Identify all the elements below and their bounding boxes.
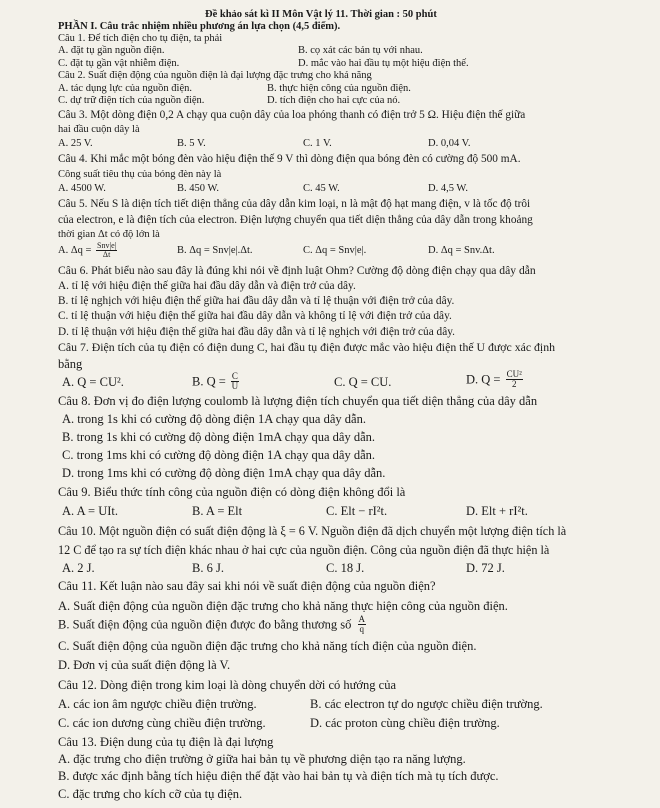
question-8-stem: Câu 8. Đơn vị đo điện lượng coulomb là lượng điện tích chuyển qua tiết diện thẳng của dây dẫn	[58, 393, 538, 408]
q2-option-c: C. dự trữ điện tích của nguồn điện.	[58, 95, 205, 107]
q7-d-prefix: D. Q =	[466, 371, 501, 386]
question-4-stem: Câu 4. Khi mắc một bóng đèn vào hiệu điện thế 9 V thì dòng điện qua bóng đèn có cường độ 500 mA.	[58, 152, 521, 165]
question-9-stem: Câu 9. Biểu thức tính công của nguồn điện có dòng điện không đổi là	[58, 485, 406, 500]
q4-option-d: D. 4,5 W.	[428, 183, 468, 195]
question-4-stem-cont: Công suất tiêu thụ của bóng đèn này là	[58, 168, 222, 180]
q11-option-b	[58, 615, 366, 634]
q1-option-b: B. cọ xát các bản tụ với nhau.	[298, 45, 423, 57]
q6-option-b: B. tỉ lệ nghịch với hiệu điện thế giữa hai đầu dây dẫn và tỉ lệ thuận với điện trở của dây.	[58, 295, 455, 307]
q7-b-fraction	[231, 372, 239, 391]
q1-option-a: A. đặt tụ gần nguồn điện.	[58, 45, 165, 57]
q8-option-a: A. trong 1s khi có cường độ dòng điện 1A chạy qua dây dẫn.	[62, 411, 366, 426]
question-13-stem: Câu 13. Điện dung của tụ điện là đại lượng	[58, 734, 274, 749]
q11-option-a: A. Suất điện động của nguồn điện đặc trưng cho khả năng thực hiện công của nguồn điện.	[58, 599, 508, 614]
q12-option-c: C. các ion dương cùng chiều điện trường.	[58, 715, 266, 730]
q5-a-fraction	[96, 242, 117, 259]
q1-option-c: C. đặt tụ gần vật nhiễm điện.	[58, 57, 180, 69]
q8-option-b: B. trong 1s khi có cường độ dòng điện 1mA chạy qua dây dẫn.	[62, 429, 375, 444]
q7-b-prefix: B. Q =	[192, 373, 226, 388]
q3-option-b: B. 5 V.	[177, 138, 206, 150]
q5-a-numerator: Snv|e|	[97, 241, 117, 251]
q7-option-a: A. Q = CU².	[62, 375, 124, 390]
q13-option-c: C. đặc trưng cho kích cỡ của tụ điện.	[58, 786, 243, 801]
question-3-stem: Câu 3. Một dòng điện 0,2 A chạy qua cuộn dây của loa phóng thanh có điện trở 5 Ω. Hiệu điện thế giữa	[58, 108, 526, 121]
question-3-stem-cont: hai đầu cuộn dây là	[58, 123, 140, 135]
q8-option-d: D. trong 1ms khi có cường độ dòng điện 1mA chạy qua dây dẫn.	[62, 466, 386, 481]
question-11-stem: Câu 11. Kết luận nào sau đây sai khi nói về suất điện động của nguồn điện?	[58, 579, 436, 593]
q12-option-b: B. các electron tự do ngược chiều điện trường.	[310, 696, 543, 711]
q11-option-d: D. Đơn vị của suất điện động là V.	[58, 658, 231, 673]
q8-option-c: C. trong 1ms khi có cường độ dòng điện 1A chạy qua dây dẫn.	[62, 448, 375, 462]
question-10-stem: Câu 10. Một nguồn điện có suất điện động là ξ = 6 V. Nguồn điện đã dịch chuyển một lượng điện tích là	[58, 523, 567, 538]
q2-option-d: D. tích điện cho hai cực của nó.	[267, 95, 401, 107]
q2-option-b: B. thực hiện công của nguồn điện.	[267, 82, 411, 94]
q7-option-b	[192, 372, 239, 391]
exam-title: Đề khảo sát kì II Môn Vật lý 11. Thời gian : 50 phút	[205, 9, 437, 20]
q12-option-a: A. các ion âm ngược chiều điện trường.	[58, 696, 257, 711]
q6-option-d: D. tỉ lệ thuận với hiệu điện thế giữa hai đầu dây dẫn và tỉ lệ nghịch với điện trở của dây.	[58, 325, 455, 338]
question-12-stem: Câu 12. Dòng điện trong kim loại là dòng chuyển dời có hướng của	[58, 677, 396, 692]
q5-option-b: B. Δq = Snv|e|.Δt.	[177, 245, 253, 257]
question-2-stem: Câu 2. Suất điện động của nguồn điện là đại lượng đặc trưng cho khả năng	[58, 70, 372, 82]
q4-option-c: C. 45 W.	[303, 183, 340, 195]
q9-option-d: D. Elt + rI²t.	[466, 504, 528, 519]
q9-option-b: B. A = Elt	[192, 504, 243, 519]
q7-b-denominator: U	[231, 380, 239, 391]
q9-option-a: A. A = UIt.	[62, 504, 119, 519]
question-5-stem: Câu 5. Nếu S là diện tích tiết diện thẳng của dây dẫn kim loại, n là mật độ hạt mang điện, v là tốc độ trôi	[58, 198, 531, 211]
q7-option-c: C. Q = CU.	[334, 375, 392, 390]
question-1-stem: Câu 1. Để tích điện cho tụ điện, ta phải	[58, 32, 223, 44]
q11-b-prefix: B. Suất điện động của nguồn điện được đo bằng thương số	[58, 617, 352, 632]
q7-b-numerator: C	[231, 370, 238, 381]
part-heading: PHẦN I. Câu trắc nhiệm nhiều phương án lựa chọn (4,5 điểm).	[58, 21, 341, 33]
q7-d-numerator: CU²	[506, 368, 522, 379]
q11-b-numerator: A	[358, 614, 366, 625]
q9-option-c: C. Elt − rI²t.	[326, 504, 388, 519]
q11-b-denominator: q	[359, 624, 365, 635]
question-5-stem-cont-2: thời gian Δt có độ lớn là	[58, 229, 160, 240]
q6-option-c: C. tỉ lệ thuận với hiệu điện thế giữa hai đầu dây dẫn và không tỉ lệ với điện trở của dây.	[58, 310, 452, 323]
q11-option-c: C. Suất điện động của nguồn điện đặc trưng cho khả năng tích điện của nguồn điện.	[58, 639, 477, 654]
q12-option-d: D. các proton cùng chiều điện trường.	[310, 715, 500, 730]
q1-option-d: D. mắc vào hai đầu tụ một hiệu điện thế.	[298, 57, 469, 69]
question-5-stem-cont: của electron, e là điện tích của electron. Điện lượng chuyển qua tiết diện thẳng của dây dẫn trong khoảng	[58, 213, 533, 226]
q11-b-fraction	[358, 615, 367, 634]
q10-option-a: A. 2 J.	[62, 560, 95, 575]
q6-option-a: A. tỉ lệ với hiệu điện thế giữa hai đầu dây dẫn và điện trở của dây.	[58, 279, 356, 292]
question-10-stem-cont: 12 C để tạo ra sự tích điện khác nhau ở hai cực của nguồn điện. Công của nguồn điện đã thực hiện là	[58, 542, 550, 557]
question-7-stem-cont: bằng	[58, 357, 83, 372]
q5-option-a	[58, 242, 117, 259]
q10-option-d: D. 72 J.	[466, 560, 505, 575]
q3-option-a: A. 25 V.	[58, 138, 93, 150]
question-6-stem: Câu 6. Phát biểu nào sau đây là đúng khi nói về định luật Ohm? Cường độ dòng điện chạy qua dây dẫn	[58, 264, 536, 278]
q13-option-b: B. được xác định bằng tích hiệu điện thế đặt vào hai bản tụ và điện tích mà tụ tích được.	[58, 769, 499, 784]
q7-d-fraction	[506, 370, 523, 389]
q5-option-c: C. Δq = Snv|e|.	[303, 245, 367, 257]
q3-option-d: D. 0,04 V.	[428, 138, 471, 150]
q7-d-denominator: 2	[511, 378, 517, 389]
q10-option-c: C. 18 J.	[326, 560, 365, 575]
q13-option-a: A. đặc trưng cho điện trường ở giữa hai bản tụ về phương diện tạo ra năng lượng.	[58, 752, 466, 767]
q4-option-a: A. 4500 W.	[58, 183, 106, 195]
q7-option-d	[466, 370, 523, 389]
q2-option-a: A. tác dụng lực của nguồn điện.	[58, 82, 192, 94]
q3-option-c: C. 1 V.	[303, 138, 332, 150]
q5-a-prefix: A. Δq =	[58, 245, 92, 257]
q4-option-b: B. 450 W.	[177, 183, 220, 195]
q10-option-b: B. 6 J.	[192, 560, 224, 575]
question-7-stem: Câu 7. Điện tích của tụ điện có điện dung C, hai đầu tụ điện được mắc vào hiệu điện thế U được xác định	[58, 339, 556, 354]
q5-a-denominator: Δt	[102, 250, 111, 260]
q5-option-d: D. Δq = Snv.Δt.	[428, 245, 495, 257]
